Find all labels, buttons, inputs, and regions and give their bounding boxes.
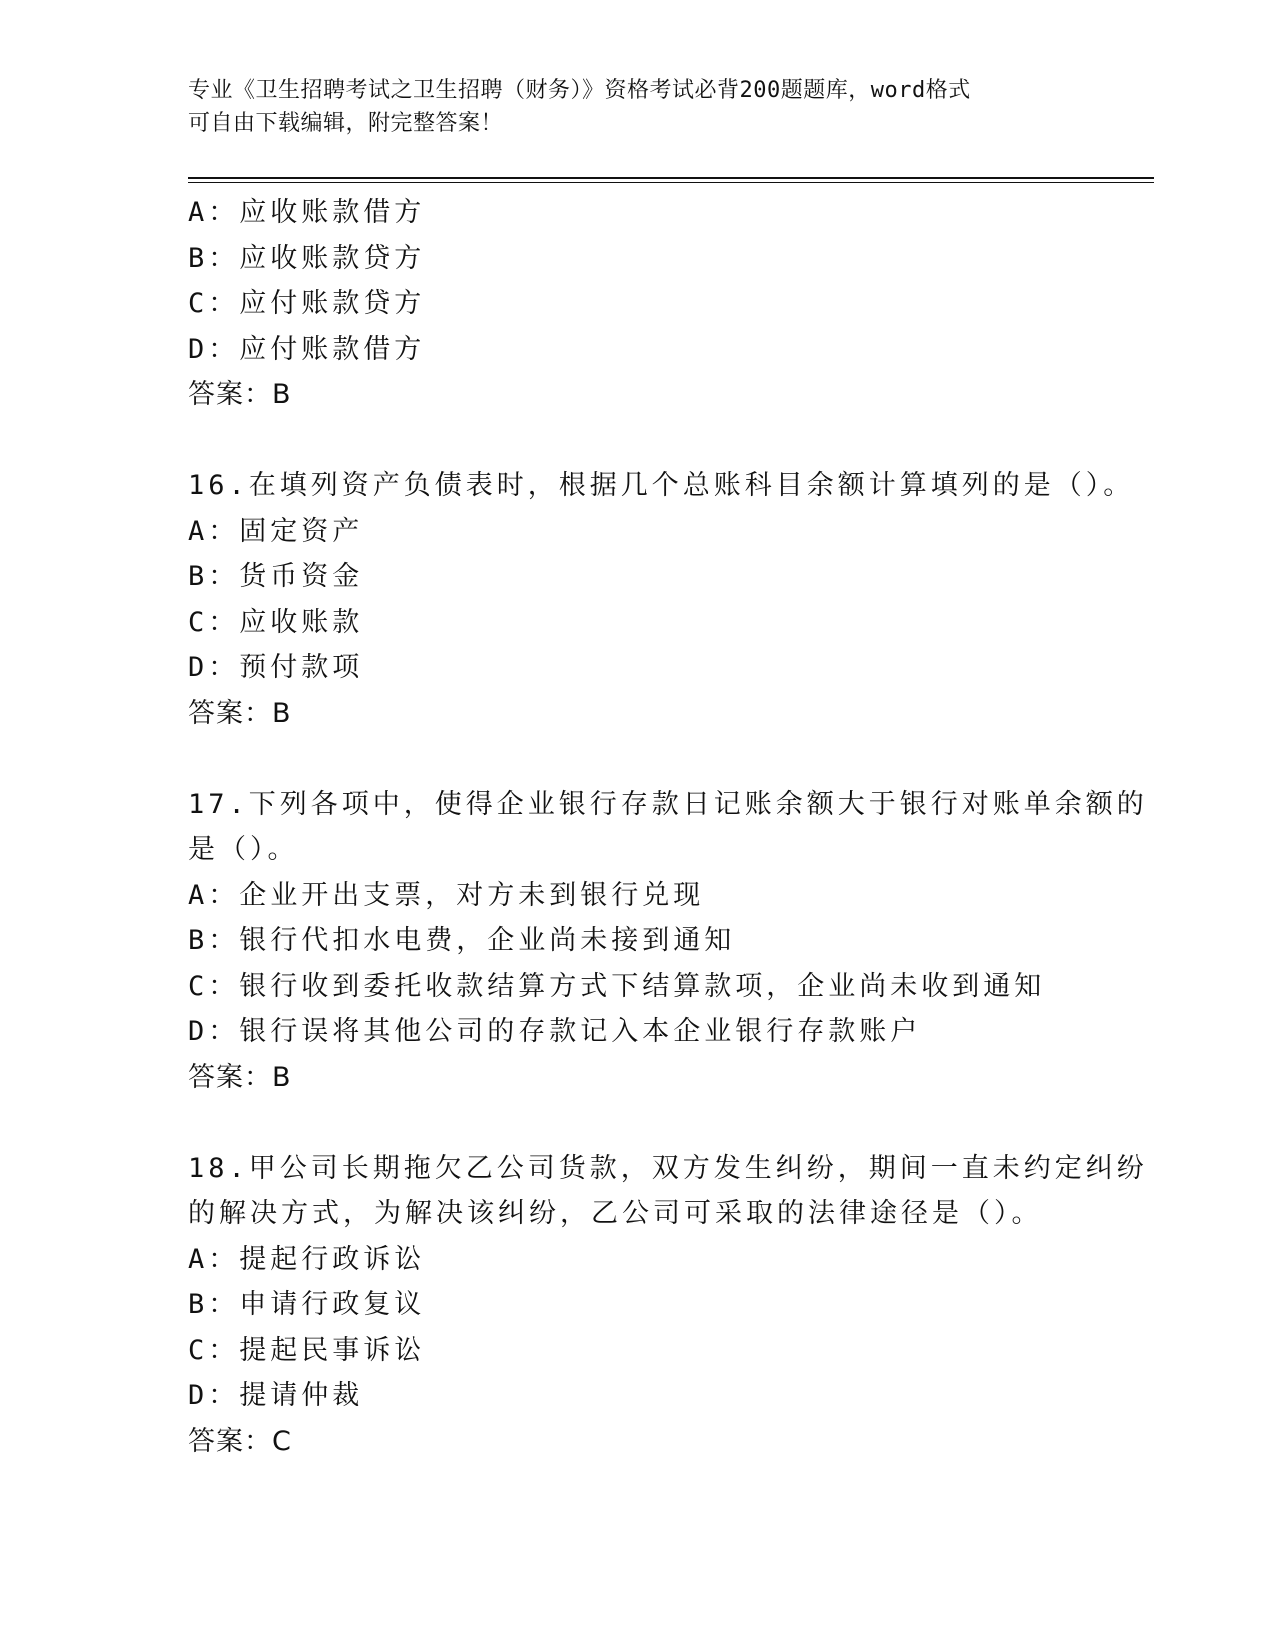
spacer	[188, 736, 1088, 782]
option-d: D：预付款项	[188, 652, 364, 683]
spacer	[188, 1100, 1088, 1146]
option-a: A：固定资产	[188, 515, 364, 547]
answer-line: 答案：C	[188, 1425, 292, 1457]
question-block-18	[188, 1146, 1148, 1465]
answer-line: 答案：B	[188, 379, 292, 410]
question-text: 18.甲公司长期拖欠乙公司货款，双方发生纠纷，期间一直未约定纠纷	[188, 1152, 1148, 1184]
option-b: B：应收账款贷方	[188, 242, 426, 274]
option-b: B：银行代扣水电费，企业尚未接到通知	[188, 925, 736, 956]
question-text-cont: 是（）。	[188, 834, 299, 865]
header-divider	[188, 177, 1154, 179]
option-c: C：应付账款贷方	[188, 288, 426, 319]
option-c: C：应收账款	[188, 606, 364, 638]
option-d: D：应付账款借方	[188, 333, 426, 365]
answer-line: 答案：B	[188, 1061, 292, 1093]
option-d: D：提请仲裁	[188, 1380, 364, 1411]
question-text-cont: 的解决方式，为解决该纠纷，乙公司可采取的法律途径是（）。	[188, 1198, 1043, 1229]
question-text: 16.在填列资产负债表时，根据几个总账科目余额计算填列的是（）。	[188, 470, 1135, 501]
header-divider-thin	[188, 182, 1154, 183]
option-b: B：货币资金	[188, 561, 364, 592]
option-a: A：提起行政诉讼	[188, 1243, 426, 1275]
option-d: D：银行误将其他公司的存款记入本企业银行存款账户	[188, 1016, 922, 1047]
option-b: B：申请行政复议	[188, 1289, 426, 1320]
answer-line: 答案：B	[188, 697, 292, 729]
option-a: A：应收账款借方	[188, 197, 426, 228]
option-c: C：提起民事诉讼	[188, 1334, 426, 1366]
header-line-2: 可自由下载编辑，附完整答案！	[188, 111, 504, 136]
option-a: A：企业开出支票，对方未到银行兑现	[188, 879, 705, 911]
question-text: 17.下列各项中，使得企业银行存款日记账余额大于银行对账单余额的	[188, 788, 1148, 820]
question-block-16	[188, 463, 1135, 736]
spacer	[188, 418, 1088, 464]
header-line-1: 专业《卫生招聘考试之卫生招聘（财务）》资格考试必背200题题库，word格式	[188, 78, 971, 103]
document-header	[188, 74, 1068, 140]
question-block-17	[188, 782, 1148, 1101]
question-block-15	[188, 190, 1088, 418]
question-list	[188, 190, 1148, 1464]
option-c: C：银行收到委托收款结算方式下结算款项，企业尚未收到通知	[188, 970, 1046, 1002]
